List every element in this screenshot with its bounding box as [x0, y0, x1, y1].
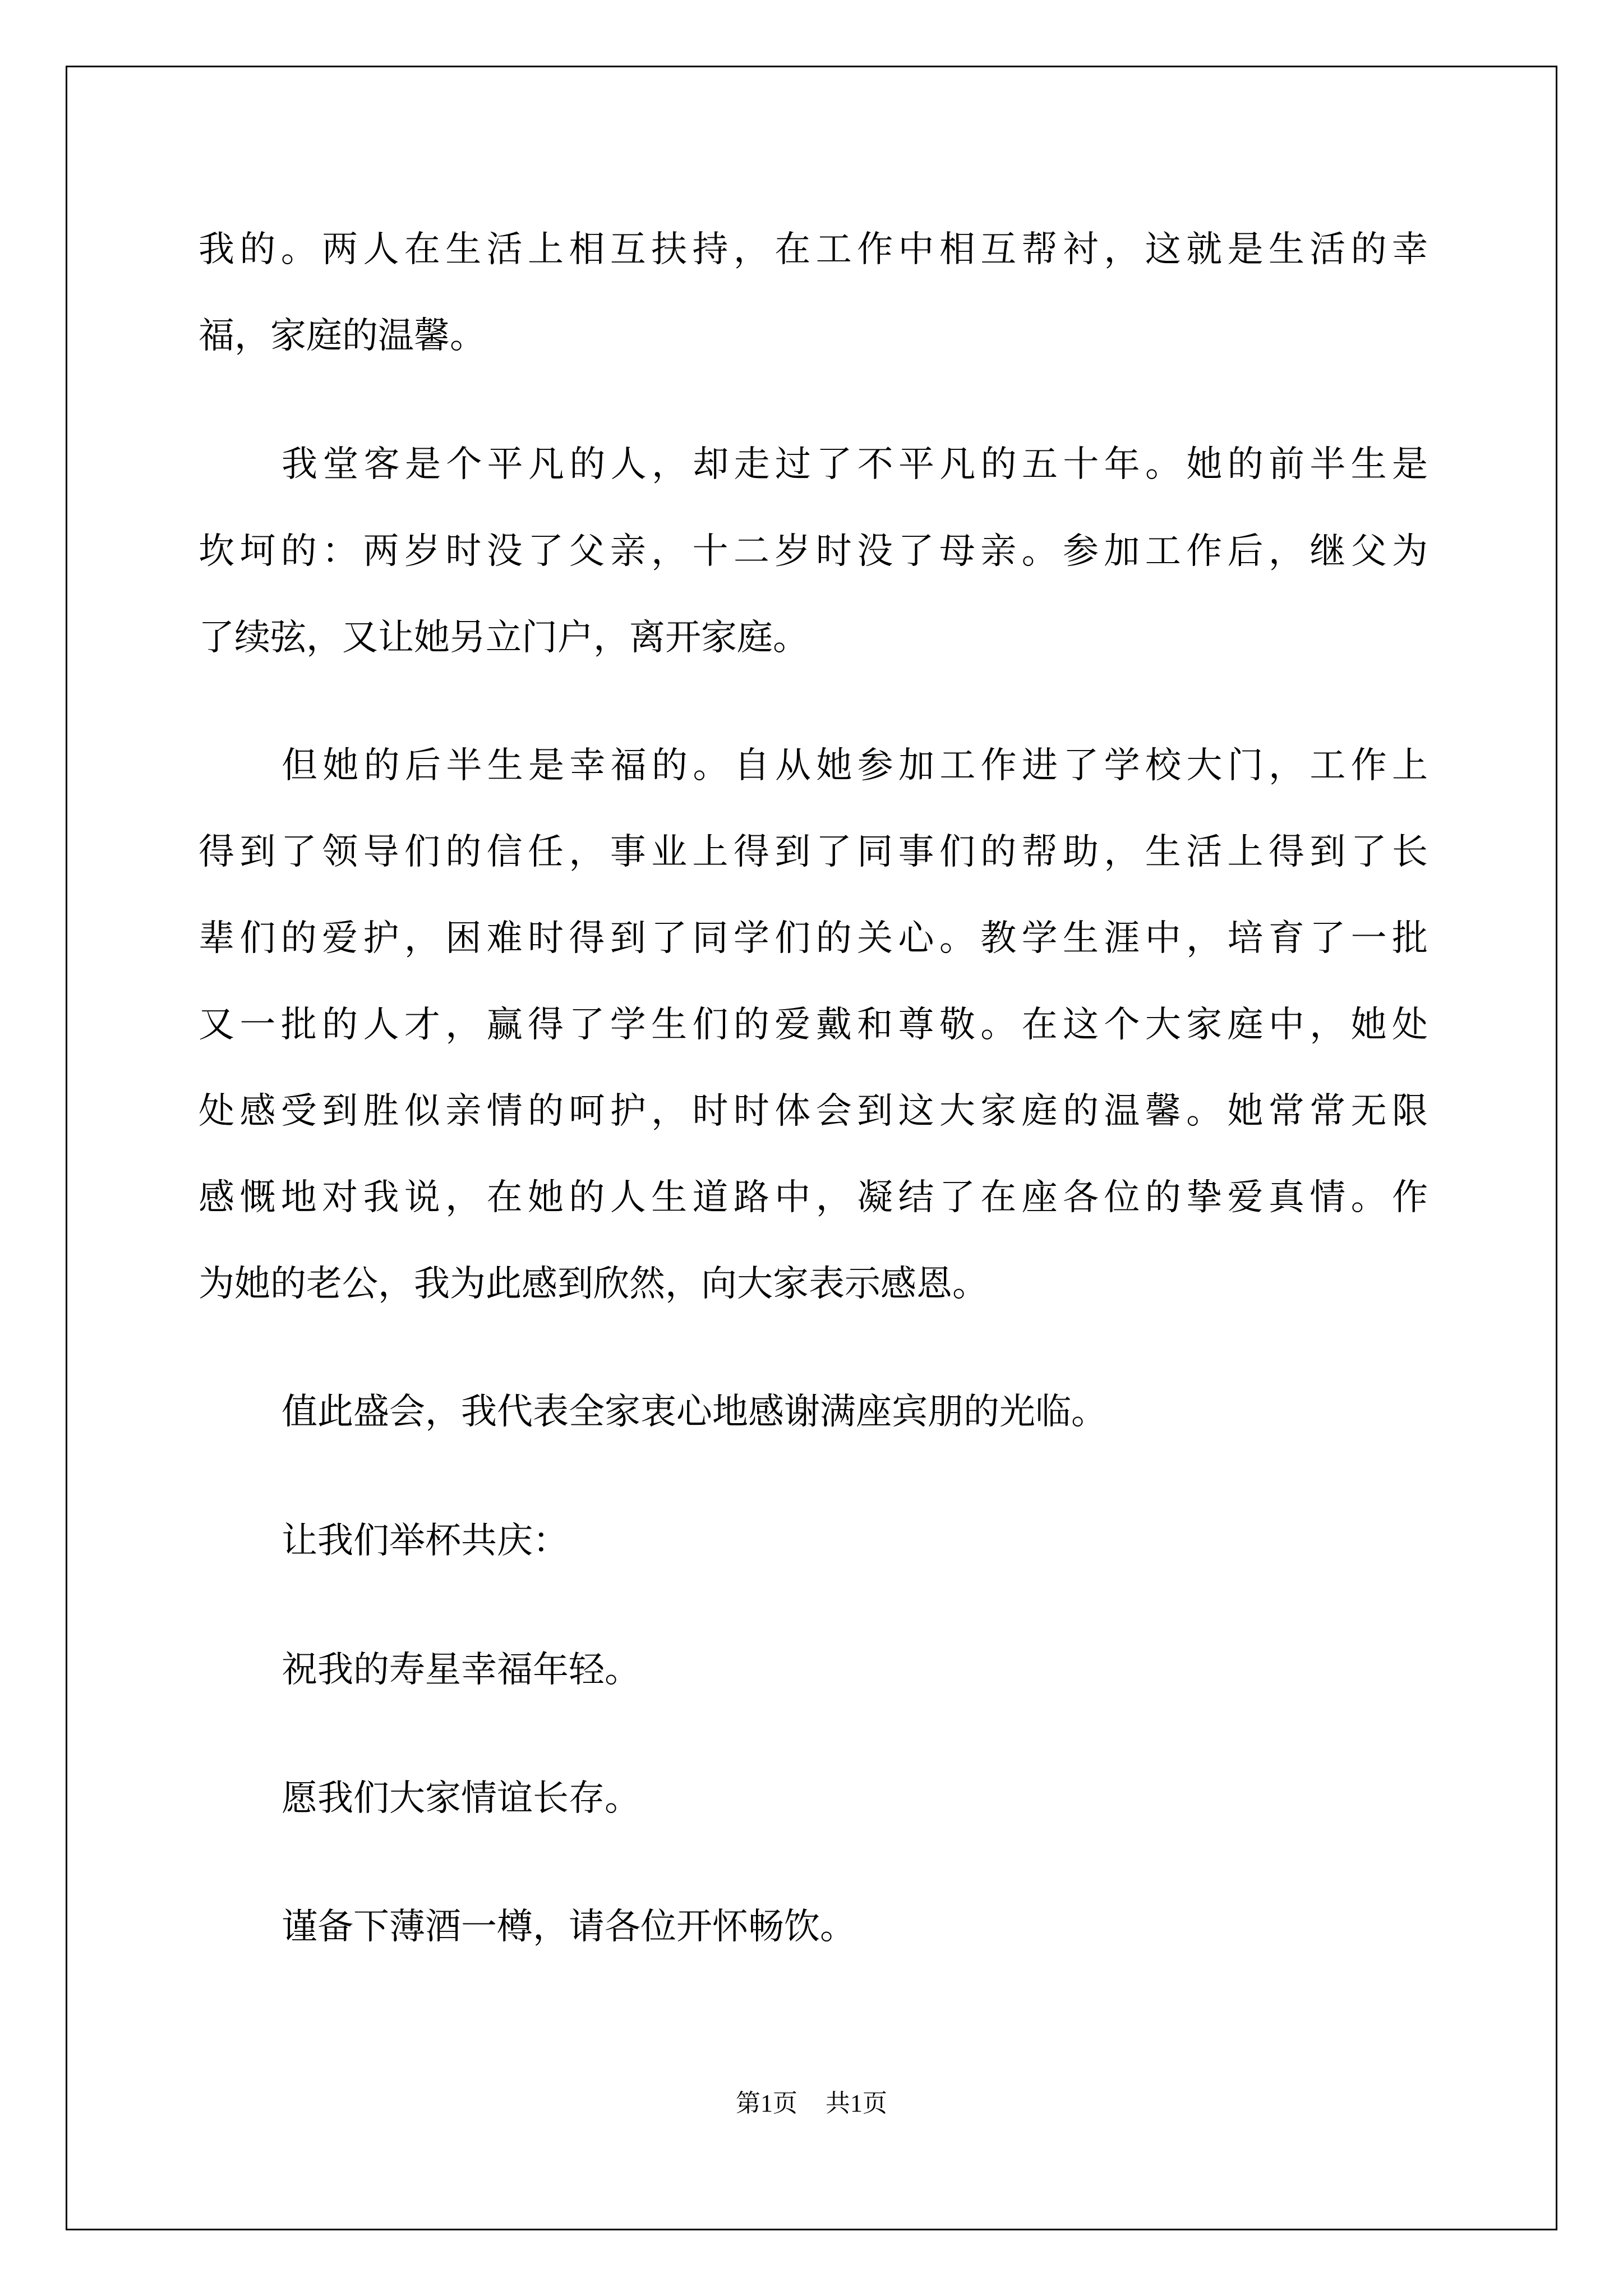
text-line: 坎坷的：两岁时没了父亲，十二岁时没了母亲。参加工作后，继父为	[199, 531, 1428, 572]
text-line: 我堂客是个平凡的人，却走过了不平凡的五十年。她的前半生是	[282, 444, 1428, 485]
text-line: 但她的后半生是幸福的。自从她参加工作进了学校大门，工作上	[282, 745, 1428, 786]
page-number: 第1页	[736, 2090, 797, 2117]
page-total: 共1页	[826, 2090, 887, 2117]
text-line: 让我们举杯共庆：	[282, 1520, 569, 1562]
text-line: 又一批的人才，赢得了学生们的爱戴和尊敬。在这个大家庭中，她处	[199, 1004, 1428, 1046]
text-line: 谨备下薄酒一樽，请各位开怀畅饮。	[282, 1906, 856, 1948]
text-line: 值此盛会，我代表全家衷心地感谢满座宾朋的光临。	[282, 1391, 1107, 1433]
text-line: 祝我的寿星幸福年轻。	[282, 1649, 640, 1691]
text-line: 感慨地对我说，在她的人生道路中，凝结了在座各位的挚爱真情。作	[199, 1177, 1428, 1218]
text-line: 愿我们大家情谊长存。	[282, 1778, 640, 1819]
text-line: 得到了领导们的信任，事业上得到了同事们的帮助，生活上得到了长	[199, 831, 1428, 873]
text-line: 处感受到胜似亲情的呵护，时时体会到这大家庭的温馨。她常常无限	[199, 1091, 1428, 1132]
text-line: 辈们的爱护，困难时得到了同学们的关心。教学生涯中，培育了一批	[199, 918, 1428, 959]
text-line: 我的。两人在生活上相互扶持，在工作中相互帮衬，这就是生活的幸	[199, 229, 1428, 270]
text-line: 为她的老公，我为此感到欣然，向大家表示感恩。	[199, 1263, 988, 1305]
page-footer	[0, 2088, 1623, 2119]
text-line: 福，家庭的温馨。	[199, 315, 486, 357]
text-line: 了续弦，又让她另立门户，离开家庭。	[199, 617, 809, 659]
